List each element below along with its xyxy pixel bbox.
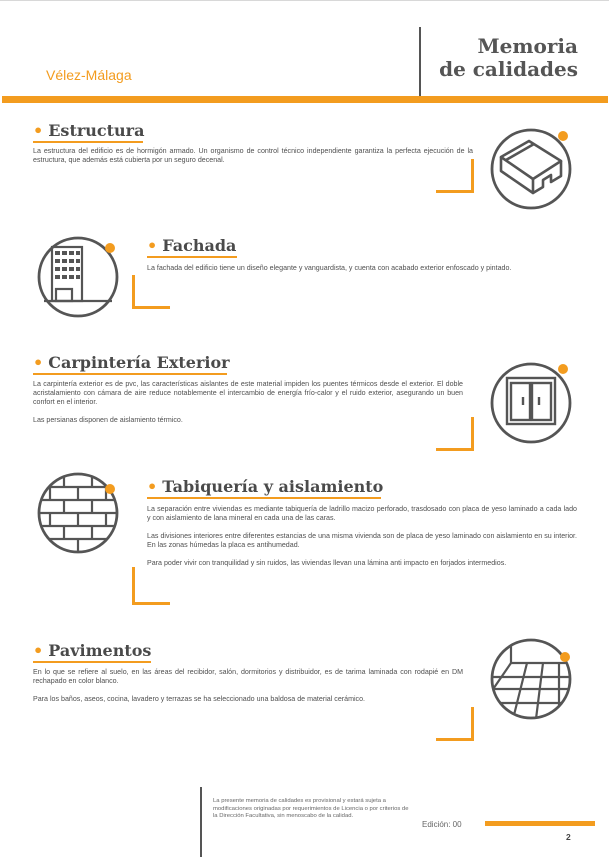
section-paragraph: Las divisiones interiores entre diferentes estancias de una misma vivienda son de placa de yeso laminado con aislamiento en su interior. En las zonas húmedas la placa es antihumedad.	[147, 532, 577, 549]
corner-bracket	[436, 417, 474, 451]
heading-underline	[33, 141, 143, 143]
section-paragraph: Las persianas disponen de aislamiento térmico.	[33, 416, 183, 424]
edition-label: Edición: 00	[422, 820, 462, 829]
heading-underline	[33, 661, 151, 663]
section-paragraph: Para los baños, aseos, cocina, lavadero y terrazas se ha seleccionado una baldosa de material cerámico.	[33, 695, 366, 703]
page-number: 2	[566, 832, 571, 842]
page-title-line-2: de calidades	[439, 57, 578, 81]
page-title	[400, 35, 578, 81]
header-accent-bar	[2, 96, 608, 103]
corner-bracket	[132, 275, 170, 309]
heading-underline	[147, 497, 381, 499]
heading-underline	[33, 373, 227, 375]
brick-wall-icon	[34, 471, 124, 561]
location-label: Vélez-Málaga	[46, 67, 132, 83]
section-heading: • Pavimentos	[33, 641, 152, 660]
section-estructura	[33, 121, 473, 165]
section-carpinteria	[33, 353, 463, 425]
section-heading: • Carpintería Exterior	[33, 353, 230, 372]
section-paragraph: La fachada del edificio tiene un diseño elegante y vanguardista, y cuenta con acabado exterior enfoscado y pintado.	[147, 264, 512, 272]
floor-tiles-icon	[487, 637, 577, 727]
section-paragraph: La carpintería exterior es de pvc, las características aislantes de este material impiden los puentes térmicos desde el exterior. El doble acristalamiento con cámara de aire reduce notablemente el intercambio de energía frío-calor y el ruido exterior, asegurando un buen confort en el interior.	[33, 380, 463, 406]
corner-bracket	[436, 159, 474, 193]
section-paragraph: La separación entre viviendas es mediante tabiquería de ladrillo macizo perforado, trasdosado con placa de yeso laminado a cada lado y con aislamiento de lana mineral en cada una de las caras.	[147, 505, 577, 522]
heading-underline	[147, 256, 237, 258]
section-heading: • Estructura	[33, 121, 145, 140]
page-title-line-1: Memoria	[477, 34, 578, 58]
section-pavimentos	[33, 641, 463, 704]
section-heading: • Fachada	[147, 236, 237, 255]
disclaimer-note: La presente memoria de calidades es provisional y estará sujeta a modificaciones originadas por requerimientos de Licencia o por criterios de la Dirección Facultativa, sin menoscabo de la calidad.	[213, 798, 409, 820]
section-paragraph: Para poder vivir con tranquilidad y sin ruidos, las viviendas llevan una lámina anti impacto en forjados intermedios.	[147, 559, 507, 567]
footer-accent-bar	[485, 821, 595, 826]
section-tabiqueria	[147, 477, 577, 568]
corner-bracket	[436, 707, 474, 741]
window-icon	[487, 361, 577, 451]
building-icon	[34, 235, 124, 325]
section-heading: • Tabiquería y aislamiento	[147, 477, 384, 496]
footer-divider	[200, 787, 202, 857]
section-paragraph: La estructura del edificio es de hormigón armado. Un organismo de control técnico independiente garantiza la perfecta ejecución de la estructura, que además está cubierta por un seguro decenal.	[33, 147, 473, 164]
laminated-board-icon	[487, 127, 577, 217]
section-fachada	[147, 236, 585, 273]
corner-bracket	[132, 567, 170, 605]
section-paragraph: En lo que se refiere al suelo, en las áreas del recibidor, salón, dormitorios y distribuidor, es de tarima laminada con rodapié en DM rechapado en color blanco.	[33, 668, 463, 685]
